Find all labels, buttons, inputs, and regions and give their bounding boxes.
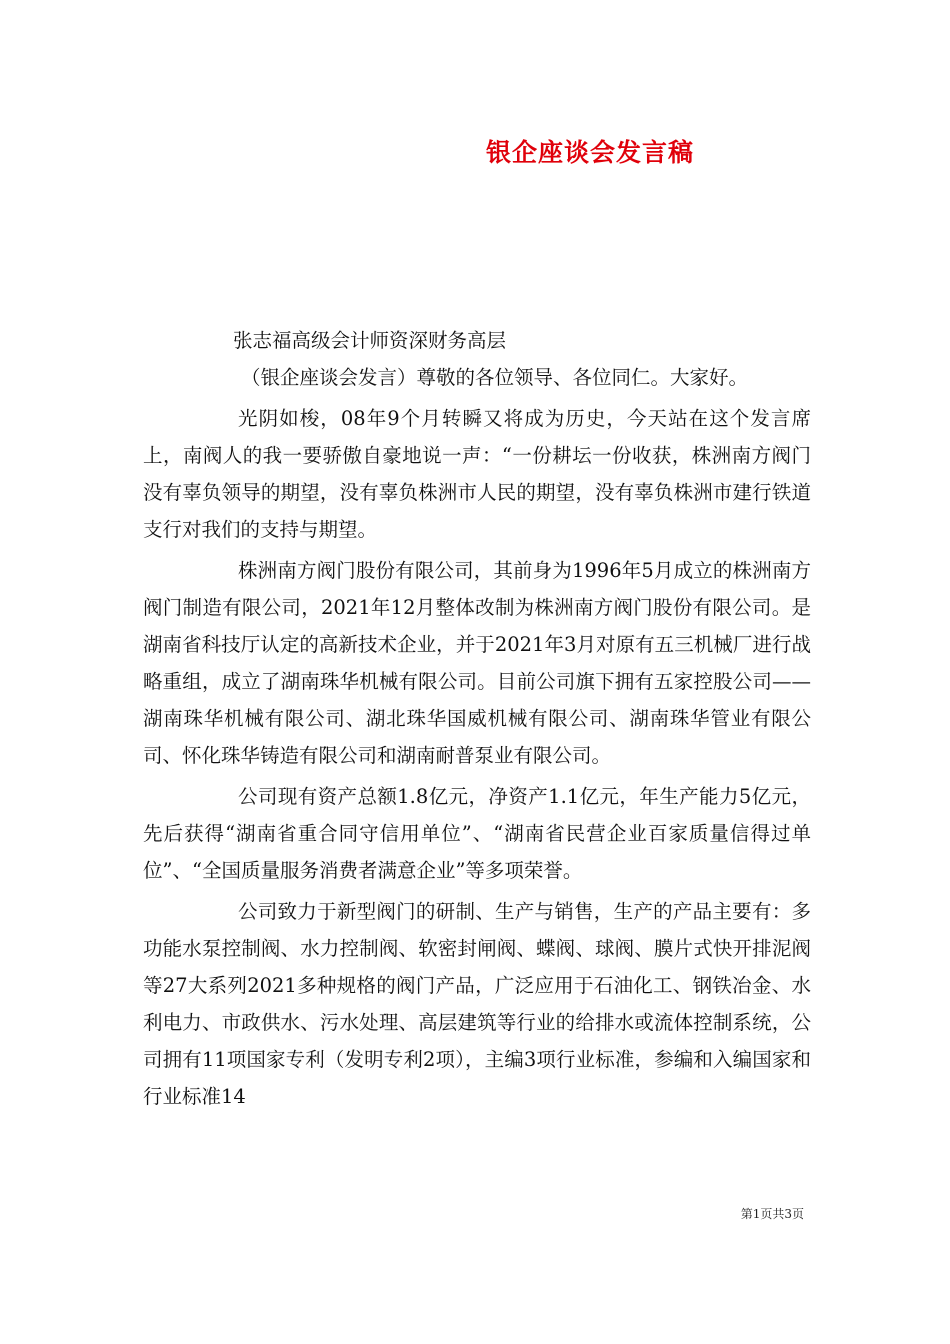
paragraph-1: 光阴如梭，08年9个月转瞬又将成为历史，今天站在这个发言席上，南阀人的我一要骄傲自豪地说一声：“一份耕坛一份收获，株洲南方阀门没有辜负领导的期望，没有辜负株洲市人民的期望，没有辜负株洲市建行铁道支行对我们的支持与期望。 (143, 407, 811, 541)
paragraph-3: 公司现有资产总额1.8亿元，净资产1.1亿元，年生产能力5亿元，先后获得“湖南省重合同守信用单位”、“湖南省民营企业百家质量信得过单位”、“全国质量服务消费者满意企业”等多项荣誉。 (143, 785, 811, 882)
document-body (143, 322, 811, 1115)
paragraph-2: 株洲南方阀门股份有限公司，其前身为1996年5月成立的株洲南方阀门制造有限公司，2021年12月整体改制为株洲南方阀门股份有限公司。是湖南省科技厅认定的高新技术企业，并于2021年3月对原有五三机械厂进行战略重组，成立了湖南珠华机械有限公司。目前公司旗下拥有五家控股公司——湖南珠华机械有限公司、湖北珠华国威机械有限公司、湖南珠华管业有限公司、怀化珠华铸造有限公司和湖南耐普泵业有限公司。 (143, 559, 811, 767)
paragraph-4: 公司致力于新型阀门的研制、生产与销售，生产的产品主要有：多功能水泵控制阀、水力控制阀、软密封闸阀、蝶阀、球阀、膜片式快开排泥阀等27大系列2021多种规格的阀门产品，广泛应用于石油化工、钢铁冶金、水利电力、市政供水、污水处理、高层建筑等行业的给排水或流体控制系统，公司拥有11项国家专利（发明专利2项），主编3项行业标准，参编和入编国家和行业标准14 (143, 900, 811, 1108)
intro-line: （银企座谈会发言）尊敬的各位领导、各位同仁。大家好。 (241, 366, 749, 389)
document-title: 银企座谈会发言稿 (485, 138, 694, 167)
author-line: 张志福高级会计师资深财务高层 (233, 329, 507, 352)
page-number: 第1页共3页 (740, 1207, 804, 1221)
